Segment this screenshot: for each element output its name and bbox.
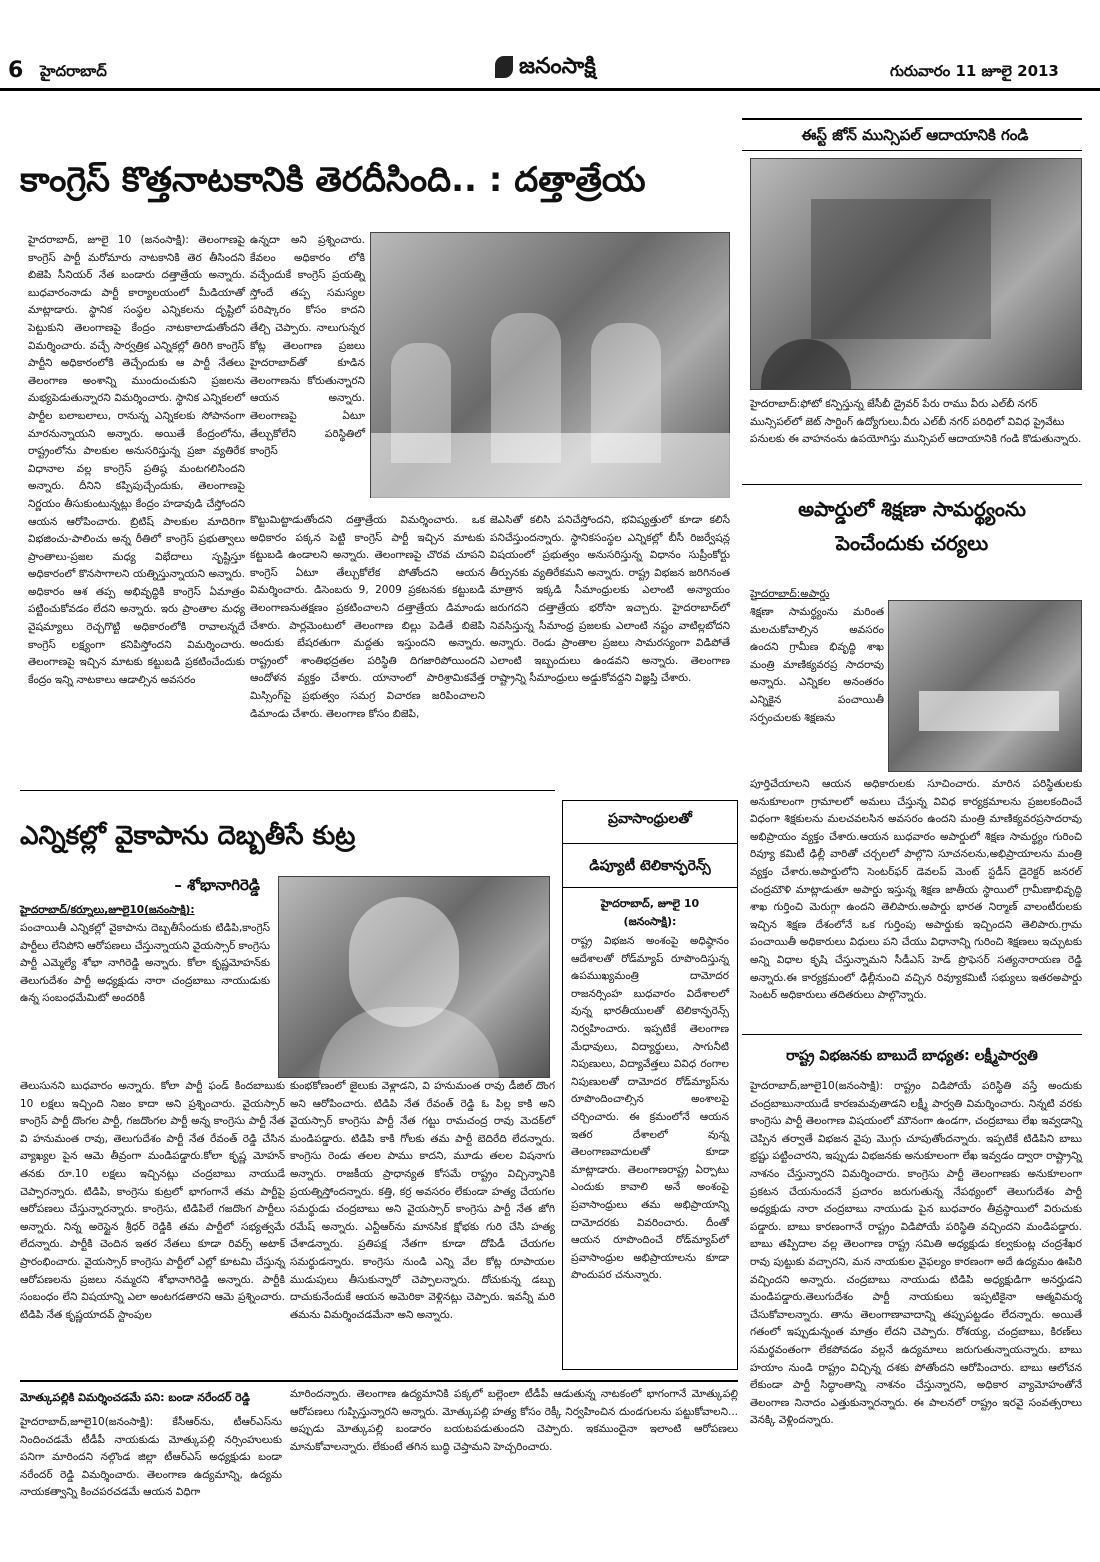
article4-col1a: పంచాయితీ ఎన్నికల్లో వైకాపాను దెబ్బతీసేందుకు టిడిపి,కాంగ్రెస్ పార్టీలు లేనిపోని ఆరోపణలు చేస్తున్నాయని వైయస్సార్ కాంగ్రెసు పార్టీ ఎమ్మెల్యే శోభా నాగిరెడ్డి అన్నారు. కోలా కృష్ణమోహన్‌కు తెలుగుదేశం పార్టీ అధ్యక్షుడు నారా చంద్రబాబు నాయుడుకు ఉన్న సంబంధమేమిటో అందరికీ (20, 922, 270, 1005)
article4-byline: – శోభానాగిరెడ్డి (174, 876, 260, 894)
article4-top-rule (20, 790, 555, 791)
article3-top-rule (742, 484, 1082, 485)
article3-headline-line1: అపార్డులో శిక్షణా సామర్థ్యంను (798, 497, 1026, 521)
article5-source: (జనంసాక్షి): (623, 915, 677, 928)
article5-dateline: హైదరాబాద్, జూలై 10 (600, 897, 700, 910)
masthead-rule (0, 88, 1100, 91)
article6-headline: రాష్ట్ర విభజనకు బాబుదే బాధ్యత: లక్ష్మీపార్వతి (786, 1048, 1038, 1064)
article3-photo-meeting (888, 600, 1082, 772)
article4-dateline: హైదరాబాద్/కర్నూలు,జూలై10(జనంసాక్షి): (20, 904, 195, 916)
article3-headline-line2: పెంచేందుకు చర్యలు (835, 531, 989, 555)
article1-photo (370, 232, 730, 498)
article5-rule1 (563, 843, 737, 844)
issue-date: గురువారం 11 జూలై 2013 (890, 62, 1059, 80)
paper-logo (495, 54, 596, 84)
article5-body: రాష్ట్ర విభజన అంశంపై అధిష్ఠానం ఆదేశాలతో రోడ్‌మ్యాప్ రూపొందిస్తున్న ఉపముఖ్యమంత్రి దామోదర రాజనర్సింహ బుధవారం విదేశాలలో వున్న భారతీయులతో టెలికాన్ఫరెన్స్ నిర్వహించారు. ఇప్పటికే తెలంగాణ మేధావులు, విద్యార్థులు, సాగునీటి నిపుణులు, విద్యావేత్తలు వివిధ రంగాల నిపుణులతో దామోదర రోడ్‌మ్యాప్‌ను రూపొందించాల్సిన అంశాలపై చర్చించారు. ఈ క్రమంలోనే ఆయన ఇతర దేశాలలో వున్న తెలంగాణవాదులతో కూడా మాట్లాడారు. తెలంగాణరాష్ట్ర ఏర్పాటు ఎందుకు కావాలి అనే అంశంపై ప్రవాసాంధ్రులు తమ అభిప్రాయాన్ని దామోదరకు వివరించారు. దీంతో ఆయన రూపొందించే రోడ్‌మ్యాప్‌లో ప్రవాసాంధ్రుల అభిప్రాయాలను కూడా పొందుపర చనున్నారు. (571, 935, 729, 1282)
article5-rule2 (563, 887, 737, 888)
article3-body: పూర్తిచేయాలని ఆయన అధికారులకు సూచించారు. మారిన పరిస్థితులకు అనుకూలంగా గ్రామాలలో అమలు చేస్తున్న వివిధ కార్యక్రమాలను ప్రజలకందించే విధంగా శిక్షకులను మలచవలసిన అవసరం ఉందని మంత్రి మాణిక్యవరప్రసాదరావు అభిప్రాయం వ్యక్తం చేశారు.ఆయన బుధవారం అపార్డులో శిక్షణ సామర్థ్యం గురించి రివ్యూ కమిటీ ఢిల్లీ వారితో చర్చలలో పాల్గొని సూచనలను,అభిప్రాయాలను మంత్రి వ్యక్తం చేశారు.అపార్డులోని సెంటర్‌ఫర్ డెవలప్ మెంట్ స్టడీస్ డైరెక్టర్ జనరల్ చంద్రమౌళి మాట్లాడుతూ అపార్డు ఇస్తున్న శిక్షణ జాతీయ స్థాయిలో గ్రామీణాభివృద్ధి శాఖ గుర్తించి మెరుగ్గా ఉందని తెలిపారు.అపార్డు భారత నిర్మాణ్ వాలంటీరులకు ఇచ్చిన శిక్షణ దేశంలోనే ఒక గుర్తింపు అపార్డుకు ఇచ్చిందని తెలిపారు.గ్రామ పంచాయితీ అధికారులు విధులు పని చేయు విధానాన్ని గురించి శిక్షణలు ఇచ్చుటకు అన్ని విధాల కృషి చేస్తున్నామని సీడీఎస్ హెడ్ ప్రొఫెసర్ సత్యనారాయణ రెడ్డి అన్నారు.ఈ కార్యక్రమంలో ఢిల్లీనుంచి వచ్చిన రివ్యూకమిటీ సభ్యులు ఇతరఅపార్డు సెంటర్ అధికారులు తదితరులు పాల్గొన్నారు. (750, 778, 1082, 1002)
article7-col2: మారిందన్నారు. తెలంగాణ ఉద్యమానికి పక్కలో బల్లెంలా టీడీపీ ఆడుతున్న నాటకంలో భాగంగానే మోత్కుపల్లి ఆరోపణలు గుప్పిస్తున్నారని అన్నారు. మోత్కుపల్లి హత్య కోసం రెక్కీ నిర్వహించిన దుండగులను పట్టుకోవాలని... అప్పుడు మోత్కుపల్లి బండారం బయటపడుతుందని చెప్పారు. ఇకముందైనా ఇలాంటి ఆరోపణలు మానుకోవాలన్నారు. లేకుంటే తగిన బుద్ధి చెప్తామని హెచ్చరించారు. (290, 1388, 738, 1453)
article2-rule (742, 150, 1082, 151)
article1-col2a: ఉన్నదా అని ప్రశ్నించారు. కేవలం అధికారం లోకి వచ్చేందుకే కాంగ్రెస్ ప్రయత్ని స్తోందే తప్ప సమస్యల పరిష్కారం కోసం కాదని తేల్చి చెప్పారు. నాలుగున్నర కోట్ల తెలంగాణ ప్రజలు హైదరాబాద్‌తో కూడిన తెలంగాణను కోరుతున్నారని ఆయన అన్నారు. తెలంగాణపై ఏటూ తేల్చుకోలేని పరిస్థితిలో కాంగ్రెస్ (250, 234, 365, 458)
article1-col3: జెఎసితో కలిసి పనిచేస్తోందని, భవిష్యత్తులో కూడా కలిసే పనిచేస్తుందన్నారు. స్థానికసంస్థల ఎన్నికల్లో బీసీ రిజర్వేషన్ల విషయంలో ప్రభుత్వం అనుసరిస్తున్న విధానం సుప్రీంకోర్టు తీర్పునకు వ్యతిరేకమని అన్నారు. రాష్ట్ర విభజన జరిగినంత మాత్రాన ఇక్కడి సీమాంధ్రులకు ఎలాంటి అన్యాయం జరుగదని దత్తాత్రేయ భరోసా ఇచ్చారు. హైదరాబాద్‌లో నివసిస్తున్న సీమాంధ్ర ప్రజలకు ఎలాంటి నష్టం వాటిల్లబోదని అన్నారు. రెండు ప్రాంతాల ప్రజలు సామరస్యంగా విడిపోతే ఎలాంటి ఇబ్బందులు ఉండవని అన్నారు. తెలంగాణ రాష్ట్రాన్ని సీమాంధ్రులు అడ్డుకోవద్దని విజ్ఞప్తి చేశారు. (490, 514, 730, 685)
paper-name: జనంసాక్షి (519, 54, 596, 79)
page-number: 6 (8, 58, 24, 83)
article1-col2b: కొట్టుమిట్టాడుతోందని దత్తాత్రేయ విమర్శించారు. ఒక అధికారం పక్కన పెట్టి కాంగ్రెస్ పార్టీ ఇచ్చిన మాటకు కట్టుబడి ఉండాలని అన్నారు. తెలంగాణపై చొరవ చూపని కాంగ్రెస్ ఏటూ తేల్చుకోలేక పోతోందని ఆయన విమర్శించారు. డిసెంబరు 9, 2009 ప్రకటనకు కట్టుబడి తెలంగాణనుతక్షణం ప్రకటించాలని దత్తాత్రేయ డిమాండు చేశారు. పార్లమెంటులో తెలంగాణ బిల్లు పెడితే బిజెపి అందుకు బేషరతుగా మద్దతు ఇస్తుందని అన్నారు. రాష్ట్రంలో శాంతిభద్రతల పరిస్థితి దిగజారిపోయిందని ఆందోళన వ్యక్తం చేశారు. యానాంలో పారిశ్రామికవేత్త మిస్సింగ్‌పై ప్రభుత్వం సమగ్ర విచారణ జరిపించాలని డిమాండు చేశారు. తెలంగాణ కోసం బిజెపి, (250, 514, 485, 720)
article5-box (562, 800, 738, 1370)
article6-top-rule (742, 1034, 1082, 1035)
article6-body: హైదరాబాద్,జూలై10(జనంసాక్షి): రాష్ట్రం విడిపోయే పరిస్థితి వస్తే అందుకు చంద్రబాబునాయుడే కారణమవుతాడని లక్ష్మీ పార్వతి విమర్శించారు. నిన్నటి వరకు కాంగ్రెసు పార్టీ తెలంగాణ విషయంలో మౌనంగా ఉండగా, చంద్రబాబు లేఖ ఇవ్వడాన్ని చెప్పిన తర్వాతే విభజన వైపు మొగ్గు చూపుతోందన్నారు. ఇప్పటికే టిడిపిని బాబు భ్రష్టు పట్టించారని, ఇప్పుడు విభజనకు అనుకూలంగా లేఖ ఇవ్వడం ద్వారా రాష్ట్రాన్ని నాశనం చేస్తున్నారని విమర్శించారు. కాంగ్రెసు పార్టీ తెలంగాణకు అనుకూలంగా ప్రకటన చేయనుందనే ప్రచారం జరుగుతున్న నేపథ్యంలో తెలుగుదేశం పార్టీ అధ్యక్షుడు నారా చంద్రబాబు నాయుడు పైన బుధవారం తీవ్రస్థాయిలో విరుచుకు పడ్డారు. బాబు కారణంగానే రాష్ట్రం విడిపోయే పరిస్థితి వచ్చిందని మండిపడ్డారు. బాబు తప్పిదాల వల్ల తెలంగాణ రాష్ట్ర సమితి అధ్యక్షుడు కల్వకుంట్ల చంద్రశేఖర రావు పుట్టుకు వచ్చారని, మన నాయకుల వైఫల్యం కారణంగా అదే ఉద్యమం ఊపిరి వచ్చిందని అన్నారు. చంద్రబాబు నాయుడు టిడిపి అధ్యక్షుడిగా అనర్హుడని మండిపడ్డారు.తెలుగుదేశం పార్టీ నాయకులు ఇప్పటికైనా ఆత్మవిమర్శ చేసుకోవాలన్నారు. తాను తెలంగాణావాదాన్ని తప్పుపట్టడం లేదన్నారు. అయితే గతంలో ఇప్పుడున్నంత మాత్రం లేదని చెప్పారు. రోశయ్య, చంద్రబాబు, కిరణ్‌లు సమర్థవంతంగా లేకపోవడం వల్లనే ఉద్యమాలు జరుగుతున్నాయన్నారు. బాబు హయాం నుండి రాష్ట్రం విచ్చిన్న దశకు పోతోందని ఆరోపించారు. బాబు ఆలోచన లేకుండా పార్టీ సిద్ధాంతాన్ని నాశనం చేస్తున్నారని, అధికార వ్యామోహంతోనే తెలంగాణ నినాదం ఎత్తుకున్నారన్నారు. ఈ పాలనలో రాష్ట్రం ఇరవై సంవత్సరాలు వెనక్కి వెళ్లిందన్నారు. (750, 1080, 1082, 1427)
article7-top-rule (20, 1380, 738, 1382)
article4-headline: ఎన్నికల్లో వైకాపాను దెబ్బతీసే కుట్ర (20, 821, 356, 851)
article4-col2: కుంభకోణంలో జైలుకు వెళ్లాడని, వి హనుమంత రావు డీజిల్ దొంగ అని ఆరోపించారు. టిడిపి నేత రేవంత్ రెడ్డి ఓ పిల్ల కాకి అని వైయస్సార్ కాంగ్రెసు పార్టీ నేత గట్టు రామచంద్ర రావు మెదక్‌లో మండిపడ్డారు. టిడిపి కాకి గోలకు తమ పార్టీ బెదిరేది లేదన్నారు. కాంగ్రెసు రెండు తలల పాము కాదని, మూడు తలల విషనాగు అన్నారు. రాజకీయ ప్రాధాన్యత కోసమే రాష్ట్రం విచ్చిన్నానికి ప్రయత్నిస్తోందన్నారు. కత్తి, కర్ర అవసరం లేకుండా హత్య చేయగల సమర్థుడు చంద్రబాబు అని వైయస్సార్ కాంగ్రెసు పార్టీ నేత జోగి రమేష్ అన్నారు. ఎన్టీఆర్‌ను మానసిక క్షోభకు గురి చేసి హత్య చేశాడన్నారు. ప్రతిపక్ష నేతగా కూడా దోపిడీ చేయగల సమర్థుడన్నారు. కాంగ్రెసు నుండి ఎన్ని వేల కోట్ల రూపాయల ముడుపులు తీసుకున్నారో చెప్పాలన్నారు. దోచుకున్న డబ్బు దాచుకునేందుకే ఆయన అమెరికా వెళ్లినట్లు చెప్పారు. ఇవన్నీ మరి తమను విమర్శించడమేనా అని అన్నారు. (290, 1080, 555, 1321)
article4-col1b: తెలుసునని బుధవారం అన్నారు. కోలా పార్టీ ఫండ్ కిందబాబుకు 10 లక్షలు ఇచ్చింది నిజం కాదా అని ప్రశ్నించారు. వైయస్సార్ కాంగ్రెస్ పార్టీ దొంగల పార్టీ, గజదొంగల పార్టీ అన్న కాంగ్రెసు పార్టీ నేత వి హనుమంత రావు, తెలుగుదేశం పార్టీ నేత రేవంత్ రెడ్డి చేసిన వ్యాఖ్యల పైన ఆమె తీవ్రంగా మండిపడ్డారు.కోలా కృష్ణ మోహన్ తనకు రూ.10 లక్షలు ఇచ్చినట్లు చంద్రబాబు నాయుడే చెప్పారన్నారు. టిడిపి, కాంగ్రెసు కుట్రలో భాగంగానే తమ పార్టీపై ఆరోపణలు చేస్తున్నారన్నారు. కాంగ్రెసు, టిడిపిలే గజదొంగ పార్టీలు అన్నారు. నిన్న అరెస్టైన శ్రీధర్ రెడ్డికి తమ పార్టీలో సభ్యత్వమే లేదన్నారు. పార్టీకి చెందిన ఇతర నేతలు కూడా రివర్స్ అటాక్ ప్రారంభించారు. వైయస్సార్ కాంగ్రెసు పార్టీలో ఎల్లో కూటమి చేస్తున్న ఆరోపణలను ప్రజలు నమ్మరని శోభానాగిరెడ్డి అన్నారు. పార్టీకి సంబంధం లేని విషయాన్ని ఎలా అంటగడతారని ఆమె ప్రశ్నించారు. టిడిపి నేత కృష్ణయాదవ్ స్టాంపుల (20, 1080, 285, 1321)
article5-headline: డిప్యూటీ టెలికాన్ఫరెన్స్ (589, 858, 711, 874)
article7-headline: మోత్కుపల్లికి విమర్శించడమే పని: బండా నరేందర్ రెడ్డి (20, 1391, 250, 1404)
article1-col1: హైదరాబాద్, జూలై 10 (జనంసాక్షి): తెలంగాణపై కాంగ్రెస్ పార్టీ మరోమారు నాటకానికి తెర తీసిందని బిజెపి సీనియర్ నేత బండారు దత్తాత్రేయ అన్నారు. బుధవారంనాడు పార్టీ కార్యాలయంలో మీడియాతో మాట్లాడారు. స్థానిక సంస్థల ఎన్నికలను దృష్టిలో పెట్టుకుని తెలంగాణపై కేంద్రం నాటకాలాడుతోందని విమర్శించారు. వచ్చే సార్వత్రిక ఎన్నికల్లో తిరిగి కాంగ్రెస్ పార్టీని అధికారంలోకి తెచ్చేందుకు ఆ పార్టీ నేతలు తెలంగాణ అంశాన్ని ముందుంచుకుని ప్రజలను మభ్యపెడుతున్నారని విమర్శించారు. స్థానిక ఎన్నికలలో పార్టీల బలాబలాలు, రానున్న ఎన్నికలకు సోపానంగా మారనున్నాయని అన్నారు. అయితే కేంద్రంలోను, రాష్ట్రంలోను పాలకుల అనుసరిస్తున్న ప్రజా వ్యతిరేక విధానాల వల్ల కాంగ్రెస్ ప్రతిష్ఠ మంటగలిసిందని అన్నారు. దీనిని కప్పిపుచ్చేందుకు, తెలంగాణపై నిర్ణయం తీసుకుంటున్నట్లు కేంద్రం హడావుడి చేస్తోందని ఆయన ఆరోపించారు. బ్రిటిష్ పాలకుల మాదిరిగా విభజించు-పాలించు అన్న రీతిలో కాంగ్రెస్ ప్రభుత్వాలు ప్రాంతాలు-ప్రజల మధ్య విభేదాలు సృష్టిస్తూ అధికారంలో కొనసాగాలని యత్నిస్తున్నాయని అన్నారు. అధికారం ఆశ తప్ప అభివృద్ధికి కాంగ్రెస్ ఏమాత్రం పట్టించుకోవడం లేదని అన్నారు. ఇరు ప్రాంతాల మధ్య వైషమ్యాలు రెచ్చగొట్టి అధికారంలోకి రావాలన్నదే కాంగ్రెస్ లక్ష్యంగా కనిపిస్తోందని విమర్శించారు. తెలంగాణపై ఇచ్చిన మాటకు కట్టుబడి ప్రకటించేందుకు కేంద్రం ఇన్ని నాటకాలు ఆడాల్సిన అవసరం (28, 234, 245, 686)
article7-body: హైదరాబాద్,జూలై10(జనంసాక్షి): కేసీఆర్‌ను, టీఆర్ఎస్‌ను నిందించడమే టీడీపీ నాయకుడు మోత్కుపల్లి నర్సింహులుకు పనిగా మారిందని నల్గొండ జిల్లా టీఆర్ఎస్ అధ్యక్షుడు బండా నరేందర్ రెడ్డి విమర్శించారు. తెలంగాణ ఉద్యమాన్ని, ఉద్యమ నాయకత్వాన్ని కించపరచడమే ఆయన విధిగా (20, 1416, 282, 1499)
article3-dateline: హైదరాబాద్:అపార్డు (750, 588, 830, 600)
article2-caption: హైదరాబాద్:ఫోటో కన్పిస్తున్న జేసీబీ డ్రైవర్ పేరు రాము వీరు ఎల్‌బీ నగర్ మున్సిపల్‌లో జెట్ సార్టింగ్ ఉద్యోగులు.వీరు ఎల్‌బీ నగర్ పరిధిలో వివిధ ప్రైవేటు పనులకు ఈ వాహనంను ఉపయోగిస్తు మున్సిపల్ ఆదాయానికి గండి కొడుతున్నారు. (750, 398, 1082, 446)
masthead (0, 0, 1100, 100)
article2-top-rule (742, 118, 1082, 120)
article3-intro: శిక్షణా సామర్థ్యంను మరింత మలచుకోవాల్సిన అవసరం ఉందని గ్రామీణ భివృద్ధి శాఖ మంత్రి మాణిక్యవరప్ర సాదరావు అన్నారు. ఎన్నికల అనంతరం ఎన్నికైన పంచాయితీ సర్పంచులకు శిక్షణను (750, 606, 884, 724)
leaf-icon (495, 56, 513, 78)
section-city: హైదరాబాద్ (40, 62, 107, 80)
article4-photo-shobha (278, 876, 550, 1078)
article2-photo-jcb (750, 158, 1082, 390)
article5-kicker: ప్రవాసాంధ్రులతో (608, 811, 692, 827)
article1-headline: కాంగ్రెస్ కొత్తనాటకానికి తెరదీసింది.. : దత్తాత్రేయ (20, 160, 646, 200)
article2-headline: ఈస్ట్ జోన్ మున్సిపల్ ఆదాయానికి గండి (801, 126, 1029, 144)
